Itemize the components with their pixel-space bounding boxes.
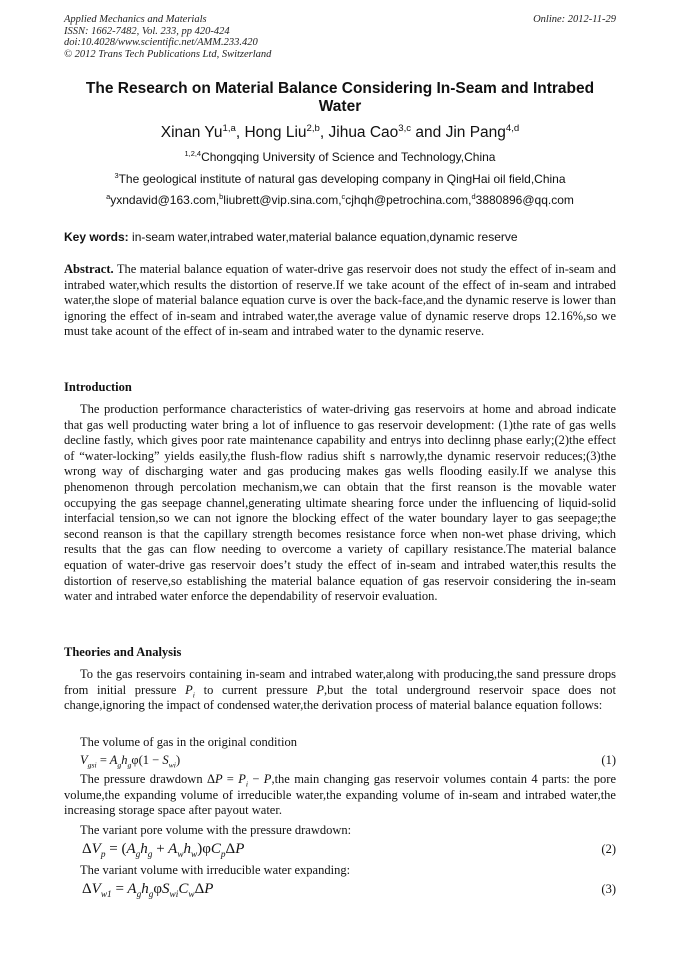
variable-subscript: i [192, 690, 195, 700]
variable-pi [185, 682, 195, 700]
text-line: The variant pore volume with the pressure drawdown: [80, 823, 352, 837]
author-separator: , [235, 124, 245, 141]
equation-1 [64, 751, 616, 771]
author-name: Jin Pang [445, 124, 506, 141]
paragraph-text: ,but the total underground reservoir space does not change,ignoring the impact of condensed water,the derivation process of material balance equation follows: [64, 682, 616, 713]
abstract-text: The material balance equation of water-drive gas reservoir does not study the effect of in-seam and intrabed water,which results the distortion of reserve.If we take acount of the effect of in-seam and intrabed water,the slope of material balance equation curve is over the back-face,and the dynamic reserve is lower than ignoring the effect of in-seam and intrabed water,the average value of dynamic reserve drops 12.16%,so we must take acount of the effect of in-seam and intrabed water to the dynamic reserve. [64, 262, 617, 339]
copyright-line: © 2012 Trans Tech Publications Ltd, Switzerland [64, 48, 272, 60]
author-sup: 1,a [222, 122, 236, 134]
keywords [64, 230, 616, 244]
author-name: Jihua Cao [328, 124, 399, 141]
email-sup: d [471, 192, 476, 201]
author-and: and [411, 124, 446, 141]
email-sup: b [219, 192, 224, 201]
equation-3 [64, 880, 616, 900]
author-list [64, 124, 616, 142]
email-sup: c [341, 192, 346, 201]
author-name: Xinan Yu [160, 124, 223, 141]
pressure-drawdown-formula: $\Delta P = P_i - P$ [206, 772, 272, 789]
abstract-label: Abstract. [64, 262, 114, 276]
author-separator: , [319, 124, 329, 141]
section-heading-theories: Theories and Analysis [64, 645, 182, 659]
author-sup: 4,d [505, 122, 520, 134]
equation-number: (1) [601, 753, 616, 767]
theories-paragraph-1 [64, 667, 616, 714]
paragraph-text: ,the main changing gas reservoir volumes contain 4 parts: the pore volume,the expanding volume of irreducible water,the expanding volume of in-seam and intrabed water,the increasing storage space after payout water. [64, 772, 617, 818]
introduction-text: The production performance characteristics of water-driving gas reservoirs at home and abroad indicate that gas well producting water bring a lot of influence to gas reservoir development: (1)the rate of gas wells decline fastly, which gives poor rate maintenance capability and entrys into declinng phase early;(2)the effect of “water-locking” yields easily,the flush-flow radius shift s narrowly,the dynamic reservoir reduces;(3)the wrong way of discharging water and gas producing makes gas wells flooding easily.If we analyse this phenomenon through percolation mechanism,we can obtain that the first reanson is the movable water occupying the gas seepage channel,generating ultimate shearing force under the influencing of liquid-solid interfacial tension,so we can not ignore the blocking effect of the water boundary layer to gas seepage;the second reanson is that the capillary strength becomes resistance force when non-wet phase driving, which results that the gas can flow needing to overcome a variety of capillary resistance.The material balance equation of water-drive gas reservoir does’t study the effect of in-seam and intrabed water,this results the distortion of reserve,so establishing the material balance equation of gas reservoir considering the in-seam water and intrabed water enforce the dependability of reservoir evaluation. [64, 402, 616, 604]
keywords-text: in-seam water,intrabed water,material balance equation,dynamic reserve [132, 230, 518, 244]
equation-number: (2) [601, 842, 616, 856]
paragraph-text: The pressure drawdown [80, 772, 203, 786]
equation-formula: $\Delta V_{w1} = A_gh_g\varphi S_{wi}C_w\Delta P$ [82, 881, 214, 900]
author-name: Hong Liu [244, 124, 307, 141]
email-link[interactable]: 3880896@qq.com [475, 193, 574, 207]
paper-title: The Research on Material Balance Considering In-Seam and Intrabed Water [85, 80, 595, 115]
equation-formula: $V_{gsi} = A_gh_g\varphi(1 - S_{wi})$ [80, 753, 181, 770]
text-line: The volume of gas in the original condition [80, 735, 297, 749]
email-link[interactable]: yxndavid@163.com, [110, 193, 220, 207]
affiliation-sup: 3 [114, 171, 119, 180]
author-sup: 2,b [306, 122, 320, 134]
email-link[interactable]: cjhqh@petrochina.com, [345, 193, 472, 207]
affiliation-2 [64, 172, 616, 186]
doi-line: doi:10.4028/www.scientific.net/AMM.233.420 [64, 37, 258, 48]
affiliation-text: Chongqing University of Science and Technology,China [201, 150, 496, 164]
online-date: Online: 2012-11-29 [533, 14, 616, 25]
paragraph-text: to current pressure [203, 682, 308, 697]
email-link[interactable]: liubrett@vip.sina.com, [223, 193, 342, 207]
variable-symbol: P [185, 682, 193, 697]
equation-2 [64, 840, 616, 860]
theories-paragraph-2 [64, 772, 616, 819]
author-sup: 3,c [398, 122, 412, 134]
issn-line: ISSN: 1662-7482, Vol. 233, pp 420-424 [64, 25, 230, 37]
section-heading-introduction: Introduction [64, 380, 132, 394]
journal-header [64, 14, 616, 60]
affiliation-1 [64, 150, 616, 164]
journal-name: Applied Mechanics and Materials [64, 14, 207, 25]
abstract [64, 262, 616, 340]
equation-formula: $\Delta V_p = (A_gh_g + A_wh_w)\varphi C_p\Delta P$ [82, 841, 245, 860]
equation-number: (3) [601, 882, 616, 896]
text-line: The variant volume with irreducible water expanding: [80, 863, 351, 877]
variable-p: P [316, 682, 325, 697]
paragraph-text: To the gas reservoirs containing in-seam and intrabed water,along with producing,the sand pressure drops from initial pressure [64, 667, 616, 697]
email-sup: a [106, 192, 111, 201]
affiliation-sup: 1,2,4 [184, 149, 202, 158]
affiliation-text: The geological institute of natural gas developing company in QingHai oil field,China [118, 172, 566, 186]
keywords-label: Key words: [64, 230, 129, 244]
email-list [64, 193, 616, 207]
